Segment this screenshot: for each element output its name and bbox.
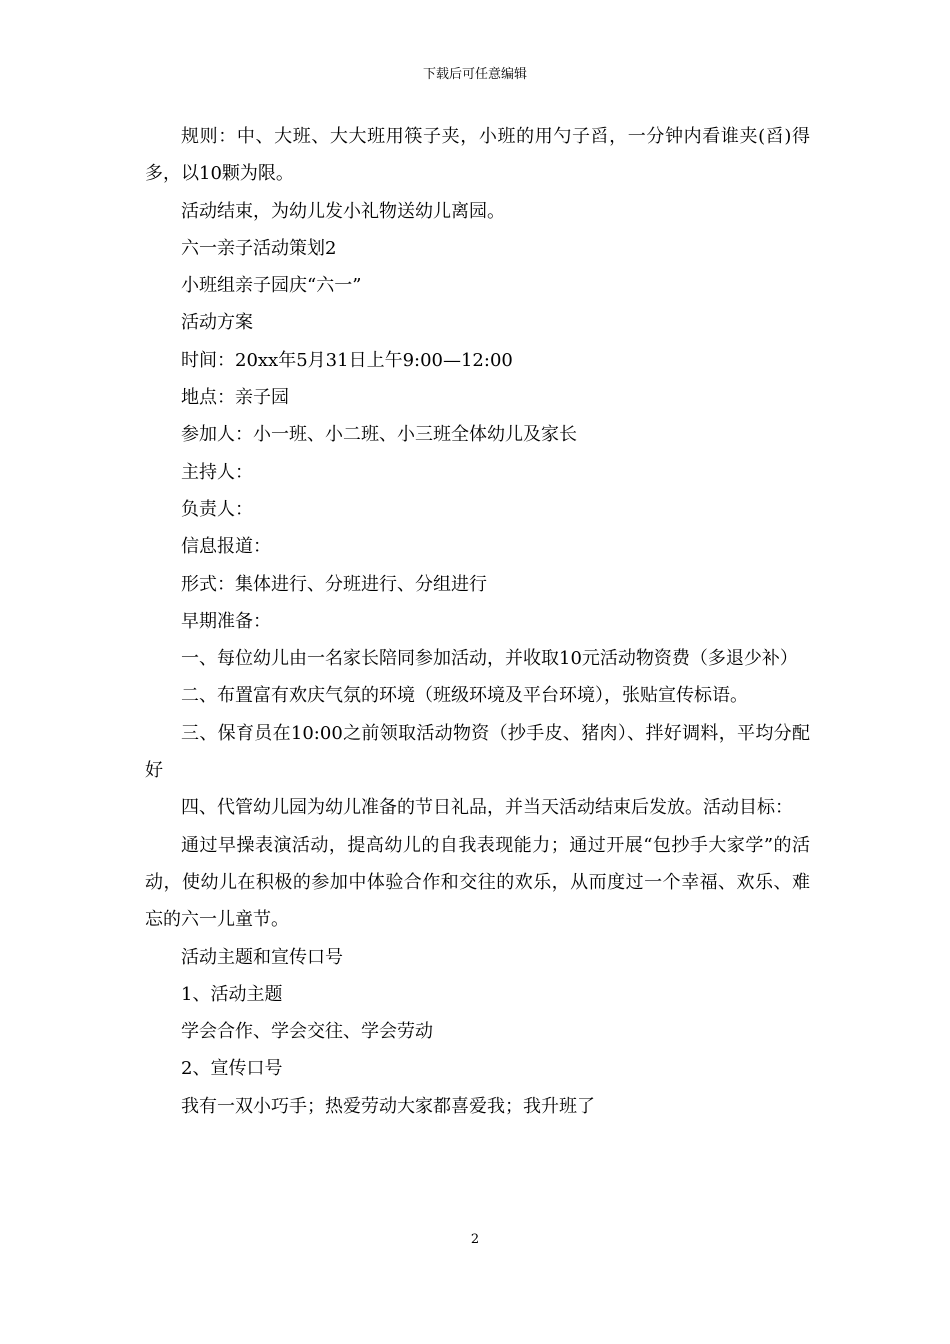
paragraph-theme-label: 1、活动主题 (181, 983, 283, 1005)
paragraph-activity-end: 活动结束，为幼儿发小礼物送幼儿离园。 (181, 200, 505, 222)
paragraph-theme-heading: 活动主题和宣传口号 (181, 946, 343, 968)
paragraph-activity-plan: 活动方案 (181, 312, 253, 334)
paragraph-preparation: 早期准备： (181, 610, 271, 632)
page-header: 下载后可任意编辑 (422, 67, 527, 82)
paragraph-theme: 学会合作、学会交往、学会劳动 (181, 1021, 433, 1043)
paragraph-location: 地点：亲子园 (181, 387, 289, 409)
paragraph-slogan-label: 2、宣传口号 (181, 1058, 283, 1080)
paragraph-reporting: 信息报道： (181, 536, 271, 558)
paragraph-prep-item-1: 一、每位幼儿由一名家长陪同参加活动，并收取10元活动物资费（多退少补） (181, 648, 798, 670)
paragraph-participants: 参加人：小一班、小二班、小三班全体幼儿及家长 (181, 424, 577, 446)
page-number: 2 (470, 1232, 480, 1247)
paragraph-prep-item-4: 四、代管幼儿园为幼儿准备的节日礼品，并当天活动结束后发放。活动目标： (181, 797, 793, 819)
paragraph-responsible: 负责人： (181, 498, 253, 520)
paragraph-prep-item-3: 三、保育员在10:00之前领取活动物资（抄手皮、猪肉）、拌好调料，平均分配好 (145, 722, 810, 782)
paragraph-goal: 通过早操表演活动，提高幼儿的自我表现能力；通过开展“包抄手大家学”的活动，使幼儿在积极的参加中体验合作和交往的欢乐，从而度过一个幸福、欢乐、难忘的六一儿童节。 (145, 834, 810, 931)
paragraph-rules: 规则：中、大班、大大班用筷子夹，小班的用勺子舀，一分钟内看谁夹(舀)得多，以10颗为限。 (145, 126, 810, 185)
paragraph-plan-title: 六一亲子活动策划2 (181, 237, 337, 259)
paragraph-subtitle: 小班组亲子园庆“六一” (181, 275, 362, 297)
paragraph-host: 主持人： (181, 461, 253, 483)
paragraph-format: 形式：集体进行、分班进行、分组进行 (181, 573, 487, 595)
paragraph-slogan: 我有一双小巧手；热爱劳动大家都喜爱我；我升班了 (181, 1095, 595, 1117)
paragraph-time: 时间：20xx年5月31日上午9:00—12:00 (181, 349, 513, 371)
paragraph-prep-item-2: 二、布置富有欢庆气氛的环境（班级环境及平台环境），张贴宣传标语。 (181, 685, 748, 707)
document-body (145, 118, 810, 1125)
